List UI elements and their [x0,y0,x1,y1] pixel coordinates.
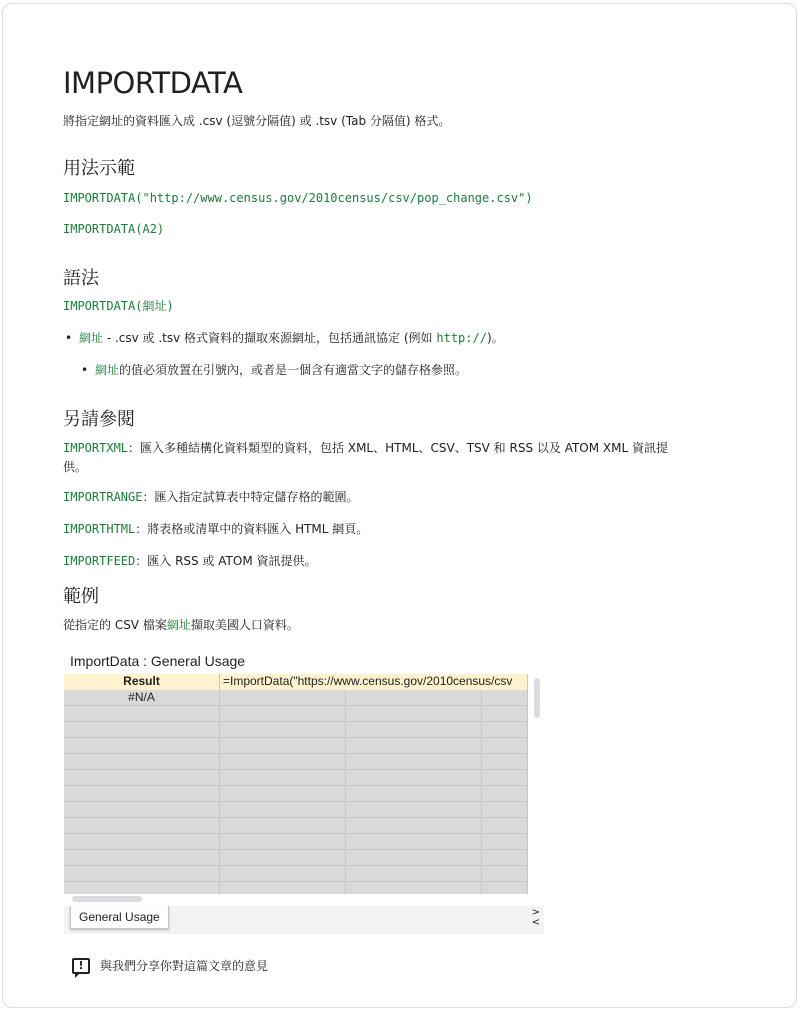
sheet-title: ImportData : General Usage [70,653,246,669]
sheet-row [64,690,528,706]
sheet-cell[interactable] [64,770,220,786]
header-formula-cell[interactable]: =ImportData("https://www.census.gov/2010census/csv [220,674,528,690]
usage-example-2: IMPORTDATA(A2) [63,222,165,236]
sheet-header-row [64,674,528,690]
sheet-cell[interactable] [64,850,220,866]
sheet-row [64,866,528,882]
sheet-cell[interactable] [482,802,528,818]
embedded-spreadsheet[interactable] [64,647,544,935]
sheet-row [64,850,528,866]
sheet-cell[interactable] [482,770,528,786]
sheet-cell[interactable] [64,818,220,834]
intro-text: 將指定網址的資料匯入成 .csv (逗號分隔值) 或 .tsv (Tab 分隔值) 格式。 [63,114,451,128]
sheet-cell[interactable] [64,802,220,818]
sheet-cell[interactable] [346,690,482,706]
sheet-cell[interactable] [346,866,482,882]
examples-text [63,616,299,635]
tab-next-arrow-icon[interactable]: > [531,907,540,918]
see-also-text: ：匯入多種結構化資料類型的資料，包括 XML、HTML、CSV、TSV 和 RSS 以及 ATOM XML 資訊提 [128,441,668,455]
sheet-cell[interactable] [64,706,220,722]
examples-url-term: 網址 [166,618,191,632]
bullet-text: 的值必須放置在引號內，或者是一個含有適當文字的儲存格參照。 [119,363,468,377]
see-also-text: ：將表格或清單中的資料匯入 HTML 網頁。 [135,522,369,536]
sheet-cell[interactable] [346,834,482,850]
sheet-cell[interactable] [220,690,346,706]
vertical-scroll-thumb[interactable] [534,678,540,718]
sheet-cell[interactable] [220,834,346,850]
syntax-heading: 語法 [63,268,99,289]
see-also-link[interactable]: IMPORTXML [63,441,129,455]
sheet-cell[interactable] [482,706,528,722]
tab-prev-arrow-icon[interactable]: < [531,917,540,928]
sheet-cell[interactable] [482,818,528,834]
sheet-cell[interactable] [220,786,346,802]
usage-example-1: IMPORTDATA("http://www.census.gov/2010census/csv/pop_change.csv") [63,191,533,205]
syntax-signature [63,297,174,316]
see-also-link[interactable]: IMPORTRANGE [63,490,143,504]
sheet-cell[interactable] [64,882,220,894]
see-also-item-importrange [63,488,359,507]
sheet-cell[interactable] [220,850,346,866]
sheet-cell[interactable] [220,818,346,834]
sheet-cell[interactable] [482,834,528,850]
sheet-row [64,834,528,850]
sheet-row [64,754,528,770]
sheet-tab-general-usage[interactable]: General Usage [70,906,169,929]
bullet-term: 網址 [95,363,120,377]
sheet-cell[interactable] [482,754,528,770]
see-also-text: ：匯入 RSS 或 ATOM 資訊提供。 [135,554,317,568]
sheet-cell[interactable] [482,882,528,894]
see-also-item-importfeed [63,552,317,571]
bullet-term: 網址 [79,331,104,345]
see-also-item-importhtml [63,520,368,539]
sheet-row [64,722,528,738]
header-result-cell[interactable]: Result [64,674,220,690]
sheet-cell[interactable] [346,802,482,818]
sheet-cell[interactable] [346,770,482,786]
sheet-cell[interactable] [346,850,482,866]
sheet-cell[interactable] [220,882,346,894]
see-also-link[interactable]: IMPORTHTML [63,522,136,536]
sheet-cell[interactable] [346,818,482,834]
sheet-cell[interactable] [220,754,346,770]
syntax-fn: IMPORTDATA( [63,299,143,313]
sheet-cell[interactable] [64,786,220,802]
syntax-bullet-1 [79,329,504,348]
sheet-cell[interactable] [482,690,528,706]
see-also-heading: 另請參閱 [63,409,135,430]
examples-text-before: 從指定的 CSV 檔案 [63,618,167,632]
horizontal-scroll-thumb[interactable] [72,896,142,902]
sheet-cell[interactable] [346,786,482,802]
sheet-tab-bar [64,906,544,934]
sheet-cell[interactable] [64,834,220,850]
sheet-cell[interactable] [220,802,346,818]
result-value-cell[interactable]: #N/A [64,690,220,706]
sheet-cell[interactable] [220,706,346,722]
sheet-row [64,786,528,802]
feedback-text: 與我們分享你對這篇文章的意見 [100,959,269,973]
syntax-end: ) [166,299,174,313]
usage-heading: 用法示範 [63,158,135,179]
sheet-cell[interactable] [220,866,346,882]
sheet-cell[interactable] [482,850,528,866]
examples-text-after: 擷取美國人口資料。 [190,618,299,632]
horizontal-scrollbar[interactable] [64,894,528,904]
bullet-end: )。 [486,331,504,345]
sheet-cell[interactable] [64,738,220,754]
bullet-text: - .csv 或 .tsv 格式資料的擷取來源網址，包括通訊協定 (例如 [103,331,437,345]
sheet-cell[interactable] [482,722,528,738]
examples-heading: 範例 [63,586,99,607]
sheet-row [64,882,528,894]
sheet-cell[interactable] [482,786,528,802]
sheet-cell[interactable] [64,754,220,770]
sheet-cell[interactable] [220,770,346,786]
sheet-cell[interactable] [346,738,482,754]
see-also-text-cont: 供。 [63,460,88,474]
bullet-code: http:// [436,331,487,345]
sheet-cell[interactable] [482,866,528,882]
sheet-cell[interactable] [220,738,346,754]
see-also-text: ：匯入指定試算表中特定儲存格的範圍。 [142,490,359,504]
sheet-tab-arrows [532,908,540,928]
sheet-cell[interactable] [482,738,528,754]
sheet-row [64,802,528,818]
sheet-cell[interactable] [346,754,482,770]
syntax-arg: 網址 [142,299,167,313]
see-also-item-importxml [63,439,723,477]
feedback-link[interactable] [72,957,268,974]
sheet-grid[interactable] [64,674,528,894]
sheet-row [64,706,528,722]
sheet-row [64,770,528,786]
sheet-cell[interactable] [64,722,220,738]
vertical-scrollbar[interactable] [530,674,544,894]
page-title: IMPORTDATA [63,66,243,100]
sheet-cell[interactable] [346,706,482,722]
syntax-bullet-2 [95,361,467,380]
sheet-cell[interactable] [64,866,220,882]
sheet-cell[interactable] [346,882,482,894]
feedback-icon: ! [72,958,90,974]
see-also-link[interactable]: IMPORTFEED [63,554,136,568]
sheet-row [64,818,528,834]
sheet-cell[interactable] [220,722,346,738]
sheet-row [64,738,528,754]
sheet-cell[interactable] [346,722,482,738]
